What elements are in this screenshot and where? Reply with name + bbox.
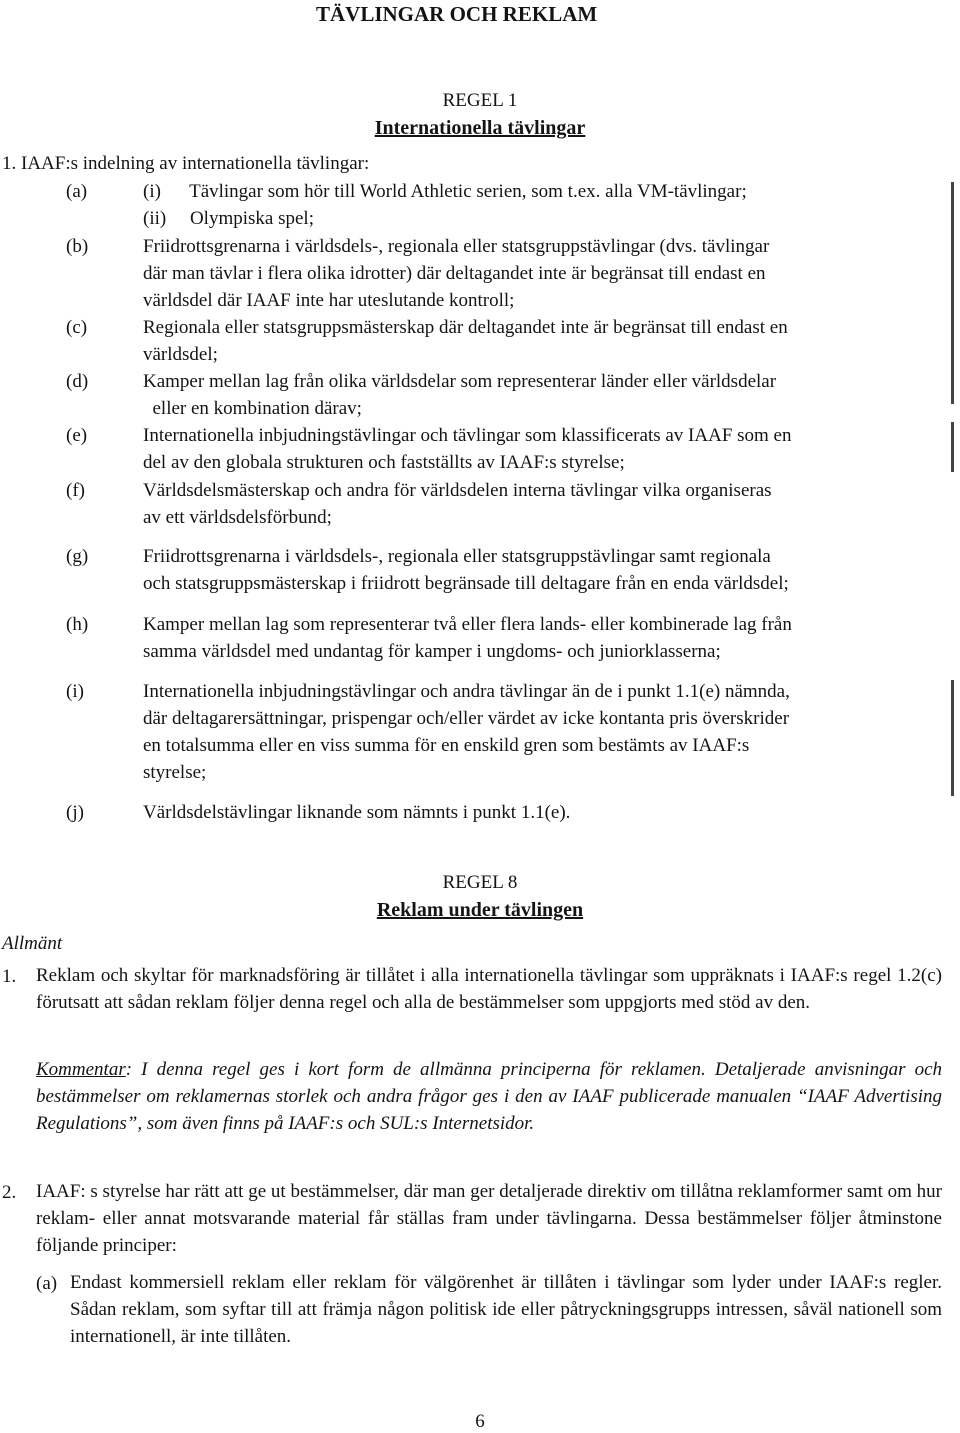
- rule1-item-line: Kamper mellan lag från olika världsdelar som representerar länder eller världsdelar: [143, 371, 777, 392]
- rule1-item-line: av ett världsdelsförbund;: [143, 507, 332, 528]
- rule1-title: Internationella tävlingar: [374, 117, 586, 139]
- rule1-item-label: (c): [66, 317, 88, 338]
- page-title: TÄVLINGAR OCH REKLAM: [316, 2, 598, 26]
- change-bar: [951, 182, 954, 404]
- change-bar: [951, 680, 954, 796]
- rule1-item-line: (i) Tävlingar som hör till World Athletic serien, som t.ex. alla VM-tävlingar;: [143, 181, 747, 202]
- rule1-item-label: (j): [66, 802, 84, 823]
- rule1-number: REGEL 1: [442, 90, 518, 111]
- subheading-allmant: Allmänt: [2, 933, 63, 954]
- rule1-item-line: Regionala eller statsgruppsmästerskap där deltagandet inte är begränsat till endast en: [143, 317, 788, 338]
- comment-block: [36, 1056, 942, 1137]
- para2-number: 2.: [2, 1182, 17, 1203]
- rule1-item-line: Internationella inbjudningstävlingar och andra tävlingar än de i punkt 1.1(e) nämnda,: [143, 681, 790, 702]
- rule1-item-label: (f): [66, 480, 85, 501]
- rule1-item-line: världsdel där IAAF inte har uteslutande kontroll;: [143, 290, 515, 311]
- rule1-item-line: samma världsdel med undantag för kamper i ungdoms- och juniorklasserna;: [143, 641, 721, 662]
- rule1-item-line: där deltagarersättningar, prispengar och/eller värdet av icke kontanta pris överskrider: [143, 708, 790, 729]
- rule1-item-label: (d): [66, 371, 89, 392]
- rule1-item-line: Världsdelstävlingar liknande som nämnts i punkt 1.1(e).: [143, 802, 571, 823]
- sub-a-text: Endast kommersiell reklam eller reklam för välgörenhet är tillåten i tävlingar som lyder under IAAF:s regler. Sådan reklam, som syftar till att främja någon politisk ide eller påtryckningsgrupps intressen, såväl nationell som internationell, är inte tillåten.: [70, 1272, 942, 1347]
- rule1-item-label: (i): [66, 681, 84, 702]
- rule1-item-label: (b): [66, 236, 89, 257]
- rule1-item-line: styrelse;: [143, 762, 207, 783]
- rule1-item-label: (h): [66, 614, 89, 635]
- rule1-item-line: eller en kombination därav;: [143, 398, 362, 419]
- para2-text: IAAF: s styrelse har rätt att ge ut bestämmelser, där man ger detaljerade direktiv om tillåtna reklamformer samt om hur reklam- eller annat motsvarande material får ställas fram under tävlingarna. Dessa bestämmelser följer åtminstone följande principer:: [36, 1181, 942, 1256]
- rule1-item-line: (ii) Olympiska spel;: [143, 208, 314, 229]
- comment-label: Kommentar: [36, 1059, 126, 1080]
- para1-number: 1.: [2, 966, 17, 987]
- rule1-item-line: del av den globala strukturen och fastställts av IAAF:s styrelse;: [143, 452, 625, 473]
- rule1-item-line: Världsdelsmästerskap och andra för världsdelen interna tävlingar vilka organiseras: [143, 480, 772, 501]
- rule1-intro: 1. IAAF:s indelning av internationella tävlingar:: [2, 153, 370, 174]
- rule8-number: REGEL 8: [442, 872, 518, 893]
- rule1-item-line: Internationella inbjudningstävlingar och tävlingar som klassificerats av IAAF som en: [143, 425, 792, 446]
- sub-a-label: (a): [36, 1273, 58, 1294]
- para1-text: Reklam och skyltar för marknadsföring är tillåtet i alla internationella tävlingar som uppräknats i IAAF:s regel 1.2(c) förutsatt att sådan reklam följer denna regel och alla de bestämmelser som uppgjorts med stöd av den.: [36, 965, 942, 1013]
- rule1-item-line: Kamper mellan lag som representerar två eller flera lands- eller kombinerade lag från: [143, 614, 792, 635]
- rule1-item-label: (a): [66, 181, 88, 202]
- page-number: 6: [475, 1411, 485, 1432]
- rule1-item-line: världsdel;: [143, 344, 218, 365]
- rule1-item-line: där man tävlar i flera olika idrotter) där deltagandet inte är begränsat till endast en: [143, 263, 766, 284]
- rule1-item-line: och statsgruppsmästerskap i friidrott begränsade till deltagare från en enda världsdel;: [143, 573, 789, 594]
- rule8-title: Reklam under tävlingen: [376, 899, 584, 921]
- rule1-item-line: Friidrottsgrenarna i världsdels-, regionala eller statsgruppstävlingar (dvs. tävlingar: [143, 236, 770, 257]
- rule1-item-label: (e): [66, 425, 88, 446]
- rule1-item-line: Friidrottsgrenarna i världsdels-, regionala eller statsgruppstävlingar samt regionala: [143, 546, 771, 567]
- rule1-item-line: en totalsumma eller en viss summa för en enskild gren som bestämts av IAAF:s: [143, 735, 750, 756]
- comment-text: : I denna regel ges i kort form de allmänna principerna för reklamen. Detaljerade anvisningar och bestämmelser om reklamernas storlek och andra frågor ges i den av IAAF publicerade manualen “IAAF Advertising Regulations”, som även finns på IAAF:s och SUL:s Internetsidor.: [36, 1059, 942, 1134]
- rule1-item-label: (g): [66, 546, 89, 567]
- change-bar: [951, 422, 954, 472]
